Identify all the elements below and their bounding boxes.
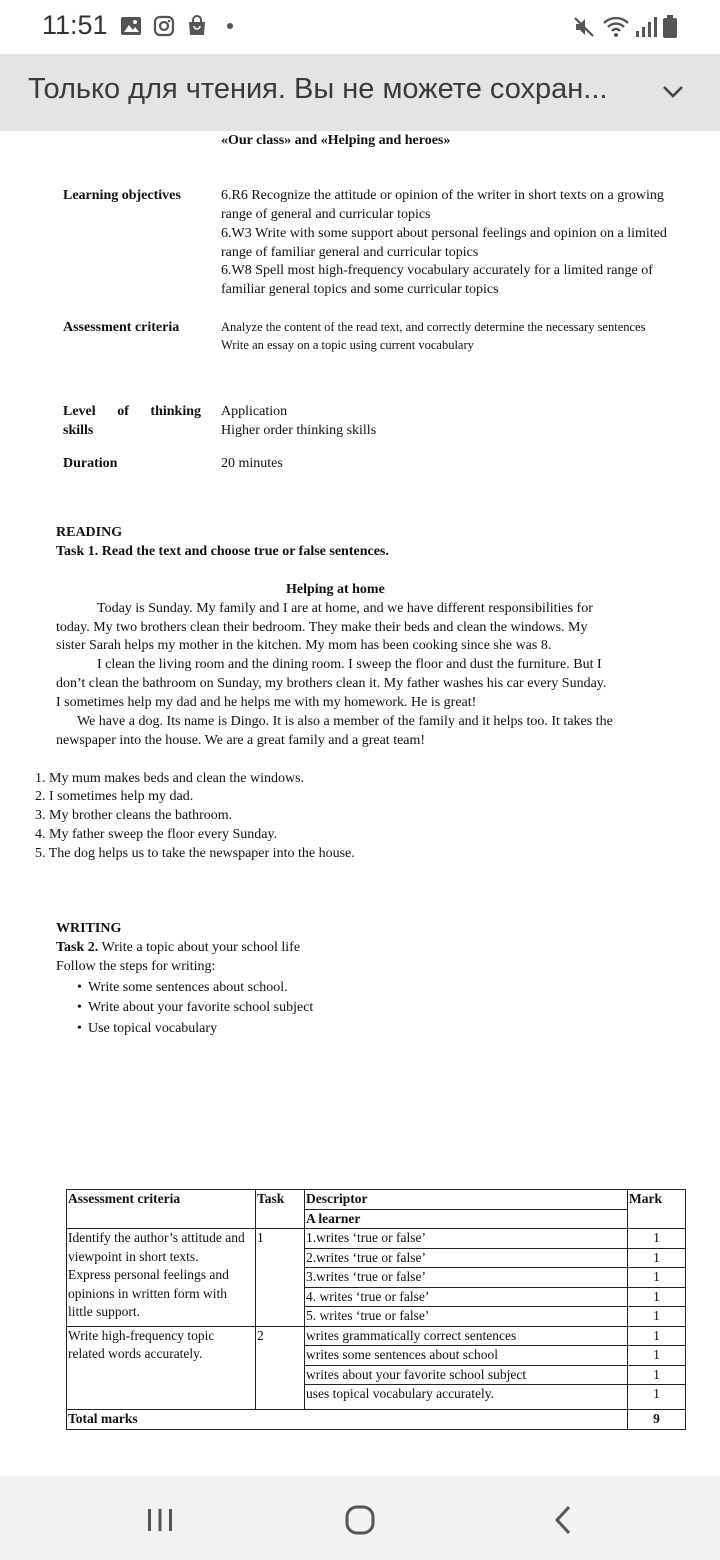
learning-objectives-label: Learning objectives	[63, 188, 181, 203]
mark-cell: 1	[628, 1229, 686, 1249]
mark-cell: 1	[628, 1307, 686, 1327]
mark-cell: 1	[628, 1385, 686, 1410]
writing-task-label: Task 2.	[56, 940, 99, 955]
thinking-skills-label-2: skills	[63, 423, 94, 438]
reading-heading: READING	[56, 525, 123, 540]
descriptor-cell: uses topical vocabulary accurately.	[305, 1385, 628, 1410]
writing-step: Write about your favorite school subject	[88, 1000, 314, 1015]
table-row	[67, 1326, 686, 1346]
assessment-criteria-label: Assessment criteria	[63, 320, 180, 335]
mark-cell: 1	[628, 1268, 686, 1288]
notification-dot-icon	[227, 23, 233, 29]
total-marks-value: 9	[628, 1410, 686, 1430]
signal-icon	[634, 15, 658, 39]
descriptor-cell: 4. writes ‘true or false’	[305, 1287, 628, 1307]
thinking-skills-label: Level of thinking	[63, 404, 201, 419]
status-bar	[0, 0, 720, 54]
bullet-icon: •	[77, 1021, 82, 1036]
header-task: Task	[256, 1190, 305, 1229]
mark-cell: 1	[628, 1326, 686, 1346]
learning-objective-line: 6.W8 Spell most high-frequency vocabulary accurately for a limited range of	[221, 263, 653, 278]
writing-step: Write some sentences about school.	[88, 980, 288, 995]
mark-cell: 1	[628, 1365, 686, 1385]
task-cell-2: 2	[256, 1326, 305, 1410]
thinking-skill-value: Higher order thinking skills	[221, 423, 377, 438]
back-icon[interactable]	[543, 1500, 583, 1540]
document-page[interactable]	[0, 131, 720, 1476]
bullet-icon: •	[77, 1000, 82, 1015]
table-total-row	[67, 1410, 686, 1430]
mark-cell: 1	[628, 1287, 686, 1307]
descriptor-cell: 1.writes ‘true or false’	[305, 1229, 628, 1249]
home-icon[interactable]	[340, 1500, 380, 1540]
reading-text-line: sister Sarah helps my mother in the kitchen. My mom has been cooking since she was 8.	[56, 638, 552, 653]
header-learner: A learner	[305, 1209, 628, 1229]
battery-icon	[662, 15, 678, 39]
writing-step: Use topical vocabulary	[88, 1021, 218, 1036]
duration-label: Duration	[63, 456, 118, 471]
header-criteria: Assessment criteria	[67, 1190, 256, 1229]
criteria-line: viewpoint in short texts.	[68, 1248, 199, 1264]
instagram-icon	[153, 15, 175, 37]
total-marks-label: Total marks	[67, 1410, 628, 1430]
descriptor-cell: 2.writes ‘true or false’	[305, 1248, 628, 1268]
learning-objective-line: 6.R6 Recognize the attitude or opinion of the writer in short texts on a growing	[221, 188, 664, 203]
descriptor-cell: writes grammatically correct sentences	[305, 1326, 628, 1346]
lesson-topic: «Our class» and «Helping and heroes»	[221, 133, 451, 148]
mark-cell: 1	[628, 1248, 686, 1268]
read-only-banner-text: Только для чтения. Вы не можете сохран...	[28, 73, 608, 105]
thinking-skill-value: Application	[221, 404, 288, 419]
reading-text-line: I sometimes help my dad and he helps me with my homework. He is great!	[56, 695, 477, 710]
learning-objective-line: range of familiar general and curricular topics	[221, 245, 479, 260]
duration-value: 20 minutes	[221, 456, 283, 471]
criteria-line: Express personal feelings and	[68, 1267, 229, 1282]
header-mark: Mark	[628, 1190, 686, 1229]
status-time: 11:51	[42, 10, 108, 40]
learning-objective-line: range of general and curricular topics	[221, 207, 431, 222]
navigation-bar	[0, 1476, 720, 1560]
criteria-line: related words accurately.	[68, 1346, 203, 1361]
writing-heading: WRITING	[56, 921, 122, 936]
learning-objective-line: familiar general topics and some curricular topics	[221, 282, 499, 297]
mute-icon	[572, 15, 596, 39]
reading-text-line: today. My two brothers clean their bedroom. They make their beds and clean the windows. My	[56, 620, 588, 635]
wifi-icon	[602, 15, 630, 39]
assessment-criteria-line: Analyze the content of the read text, and correctly determine the necessary sentences	[221, 320, 646, 334]
reading-text-line: don’t clean the bathroom on Sunday, my brothers clean it. My father washes his car every Sunday.	[56, 676, 607, 691]
writing-task	[56, 938, 300, 957]
bullet-icon: •	[77, 980, 82, 995]
criteria-line: Write high-frequency topic	[68, 1327, 215, 1343]
reading-title: Helping at home	[286, 582, 385, 597]
criteria-line: Identify the author’s attitude and	[68, 1230, 245, 1245]
reading-text-line: I clean the living room and the dining room. I sweep the floor and dust the furniture. But I	[97, 657, 602, 672]
criteria-line: little support.	[68, 1304, 140, 1319]
reading-task: Task 1. Read the text and choose true or false sentences.	[56, 544, 389, 559]
reading-text-line: We have a dog. Its name is Dingo. It is also a member of the family and it helps too. It takes the	[77, 714, 613, 729]
criteria-cell-1	[67, 1229, 256, 1327]
writing-follow-steps: Follow the steps for writing:	[56, 959, 216, 974]
task-cell-1: 1	[256, 1229, 305, 1327]
learning-objective-line: 6.W3 Write with some support about personal feelings and opinion on a limited	[221, 226, 667, 241]
assessment-criteria-line: Write an essay on a topic using current vocabulary	[221, 338, 474, 352]
statement-item: 4. My father sweep the floor every Sunday.	[35, 827, 278, 842]
descriptor-cell: writes some sentences about school	[305, 1346, 628, 1366]
criteria-cell-2	[67, 1326, 256, 1410]
descriptor-cell: 5. writes ‘true or false’	[305, 1307, 628, 1327]
mark-cell: 1	[628, 1346, 686, 1366]
image-icon	[120, 15, 142, 37]
read-only-banner	[0, 54, 720, 131]
recent-apps-icon[interactable]	[140, 1500, 180, 1540]
table-row	[67, 1229, 686, 1249]
statement-item: 3. My brother cleans the bathroom.	[35, 808, 233, 823]
statement-item: 2. I sometimes help my dad.	[35, 789, 194, 804]
criteria-line: opinions in written form with	[68, 1285, 227, 1301]
header-descriptor: Descriptor	[305, 1190, 628, 1210]
table-header-row	[67, 1190, 686, 1210]
statement-item: 1. My mum makes beds and clean the windows.	[35, 771, 305, 786]
shopping-bag-icon	[186, 15, 208, 37]
assessment-table	[66, 1189, 686, 1430]
statement-item: 5. The dog helps us to take the newspaper into the house.	[35, 846, 355, 861]
reading-text-line: Today is Sunday. My family and I are at home, and we have different responsibilities for	[97, 601, 593, 616]
reading-text-line: newspaper into the house. We are a great family and a great team!	[56, 733, 426, 748]
descriptor-cell: writes about your favorite school subject	[305, 1365, 628, 1385]
chevron-down-icon[interactable]	[660, 80, 686, 104]
writing-task-text: Write a topic about your school life	[98, 940, 301, 955]
descriptor-cell: 3.writes ‘true or false’	[305, 1268, 628, 1288]
